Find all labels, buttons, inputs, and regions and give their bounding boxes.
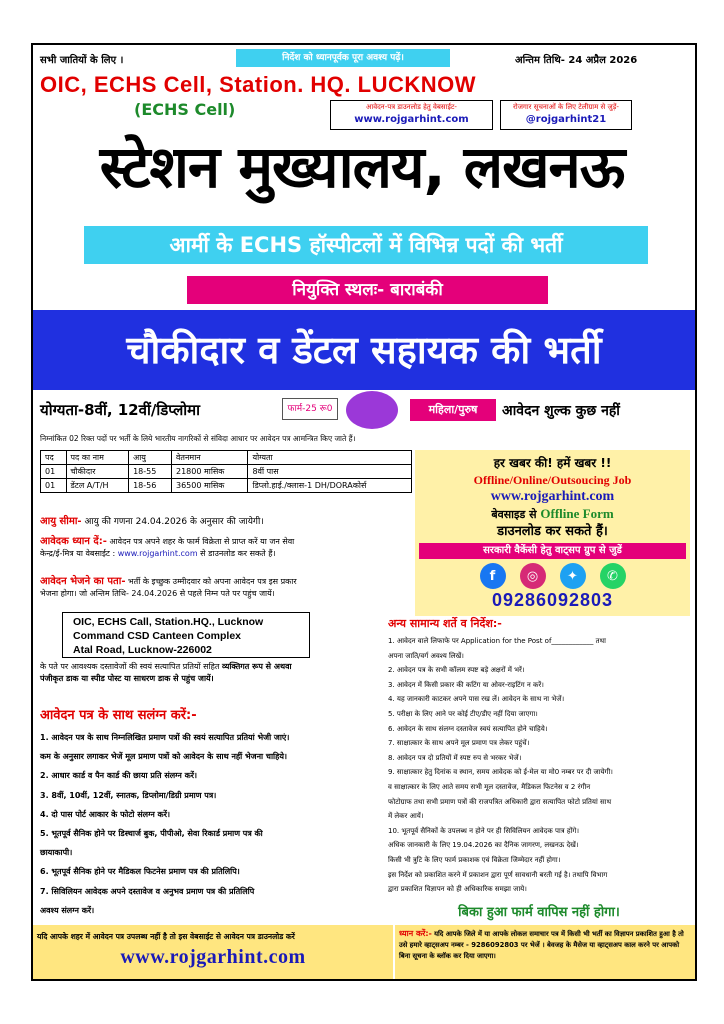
applicant-note-text3: से डाउनलोड कर सकते हैं।	[200, 549, 276, 558]
telegram-box	[500, 100, 632, 130]
list-item: 4. यह जानकारी काटकर अपने पास रख लें। आवेदन के साथ ना भेजें।	[388, 695, 565, 704]
read-notice-banner: निर्देश को ध्यानपूर्वक पूरा अवश्य पढ़ें।	[236, 49, 450, 67]
send-address-after2: पंजीकृत डाक या स्पीड पोस्ट या साधरण डाक से पहुंच जायें।	[40, 674, 214, 683]
list-item: में लेकर आयें।	[388, 812, 424, 821]
list-item: द्वारा प्रकाशित विज्ञापन को ही अधिकारिक समझा जाये।	[388, 885, 527, 894]
applicant-note-text1: आवेदन पत्र अपने शहर के फार्म विक्रेता से प्राप्त करें या जन सेवा	[109, 537, 295, 546]
promo-line4: डाउनलोड कर सकते हैं।	[497, 524, 608, 539]
list-item: इस निर्देश को प्रकाशित करने में प्रकाशन द्वारा पूर्ण सावधानी बरती गई है। तथापि विभाग	[388, 870, 608, 879]
general-terms-title: अन्य सामान्य शर्ते व निर्देश:-	[388, 617, 502, 630]
list-item: 8. आवेदन पत्र दो प्रतियों में स्पष्ट रुप से भरकर भेजें।	[388, 753, 522, 762]
list-item: 6. भूतपूर्व सैनिक होने पर मैडिकल फिटनेस प्रमाण पत्र की प्रतिलिपि।	[40, 867, 240, 877]
twitter-icon[interactable]: ✦	[560, 563, 586, 589]
org-title: OIC, ECHS Cell, Station. HQ. LUCKNOW	[40, 72, 477, 97]
all-castes-label: सभी जातियों के लिए ।	[40, 55, 124, 66]
list-item: 3. 8वीं, 10वीं, 12वीं, स्नातक, डिप्लोमा/डिग्री प्रमाण पत्र।	[40, 790, 217, 800]
table-cell: डिप्लो.हाई./क्लास-1 DH/DORAकोर्स	[248, 479, 412, 493]
promo-line3-prefix: बेवसाइड से	[491, 508, 537, 521]
list-item: अधिक जानकारी के लिए 19.04.2026 का दैनिक जागरण, लखनऊ देखें।	[388, 841, 579, 850]
send-address-text1: भर्ती के इच्छुक उम्मीदवार को अपना आवेदन पत्र इस प्रकार	[128, 577, 297, 586]
table-cell: 18-55	[129, 465, 172, 479]
table-cell: 36500 मासिक	[171, 479, 247, 493]
table-cell: डेंटल A/T/H	[66, 479, 129, 493]
send-address-text2: भेजना होगा। जो अन्तिम तिथि- 24.04.2026 से पहले निम्न पते पर पहुंच जायें।	[40, 589, 275, 598]
promo-line3	[415, 506, 690, 523]
list-item: 5. परीक्षा के लिए आने पर कोई टीए/डीए नहीं दिया जाएगा।	[388, 709, 538, 718]
list-item: अवश्य संलग्न करें।	[40, 905, 95, 915]
list-item: 6. आवेदन के साथ संलग्न दस्तावेज स्वयं सत्यापित होने चाहिये।	[388, 724, 548, 733]
applicant-note-text2: केन्द्र/ई-मित्र या वेबसाईट :	[40, 549, 116, 558]
list-item: 1. आवेदन पत्र के साथ निम्नलिखित प्रमाण पत्रों की स्वयं सत्यापित प्रतियां भेजी जाएं।	[40, 733, 290, 742]
social-icons	[415, 563, 690, 589]
send-address-after-bold: व्यक्तिगत रूप से अथवा	[221, 662, 292, 671]
table-cell: 8वीं पास	[248, 465, 412, 479]
telegram-handle[interactable]: @rojgarhint21	[525, 114, 607, 125]
send-address-label: आवेदन भेजने का पता-	[40, 576, 126, 587]
table-row	[41, 479, 412, 493]
send-address-after1: के पते पर आवश्यक दस्तावेजों की स्वयं सत्यापित प्रतियों सहित	[40, 662, 220, 671]
footer-note-box	[395, 925, 695, 979]
recruitment-title-banner: चौकीदार व डेंटल सहायक की भर्ती	[33, 310, 695, 390]
list-item: 5. भूतपूर्व सैनिक होने पर डिस्चार्ज बुक, पीपीओ, सेवा रिकार्ड प्रमाण पत्र की	[40, 829, 263, 839]
table-header: आयु	[129, 451, 172, 465]
send-address-after	[40, 661, 412, 685]
table-cell: 01	[41, 465, 67, 479]
posting-place-banner: नियुक्ति स्थलः- बाराबंकी	[187, 276, 548, 304]
download-label: आवेदन-पत्र डाउनलोड हेतु वेबसाईट-	[366, 103, 457, 111]
age-limit	[40, 515, 412, 529]
table-cell: चौकीदार	[66, 465, 129, 479]
applicant-note-label: आवेदक ध्यान दें:-	[40, 536, 107, 547]
intro-text: निम्नांकित 02 रिक्त पदों पर भर्ती के लिये भारतीय नागरिकों से संविदा आधार पर आवेदन पत्र आमन्त्रित किए जाते हैं।	[40, 434, 356, 443]
general-terms-list	[388, 634, 690, 897]
address-line: OIC, ECHS Call, Station.HQ., Lucknow	[73, 616, 264, 628]
list-item: 4. दो पास पोर्ट आकार के फोटो संलग्न करें।	[40, 809, 170, 819]
header-website-link[interactable]: www.rojgarhint.com	[354, 114, 469, 125]
promo-website[interactable]: www.rojgarhint.com	[490, 489, 615, 504]
table-cell: 21800 मासिक	[171, 465, 247, 479]
list-item: किसी भी त्रुटि के लिए फार्म प्रकाशक एवं विक्रेता जिम्मेदार नहीं होगा।	[388, 855, 561, 864]
list-item: छायाकापी।	[40, 848, 73, 858]
table-row	[41, 465, 412, 479]
age-limit-text: आयु की गणना 24.04.2026 के अनुसार की जायेगी।	[84, 517, 264, 527]
form-fee-badge: फार्म-25 रू0	[282, 398, 338, 420]
main-title: स्टेशन मुख्यालय, लखनऊ	[99, 133, 625, 201]
table-header: पद	[41, 451, 67, 465]
no-fee-label: आवेदन शुल्क कुछ नहीं	[502, 403, 620, 419]
footer-note-text: यदि आपके जिले में या आपके लोकल समाचार पत्र में किसी भी भर्ती का विज्ञापन प्रकाशित हुआ है तो उसे हमारे व्हाट्सअप नम्बर - 9286092803 पर भेजें । बेवजह के मैसेज या व्हाट्सअप काल करने पर आपको बिना सूचना के ब्लॉक कर दिया जाएगा।	[399, 930, 684, 960]
download-box	[330, 100, 493, 130]
telegram-label: रोजगार सूचनाओं के लिए टेलीग्राम से जुड़ें-	[513, 103, 619, 111]
applicant-note-site[interactable]: www.rojgarhint.com	[117, 549, 198, 558]
list-item: 3. आवेदन में किसी प्रकार की कटिंग या ओवर-राइटिंग न करें।	[388, 680, 544, 689]
footer-note-label: ध्यान करें:-	[399, 929, 432, 938]
purple-circle	[346, 391, 398, 429]
list-item: व साक्षात्कार के लिए आते समय सभी मूल दस्तावेज, मैडिकल फिटनेस व 2 रंगीन	[388, 782, 591, 791]
footer-left-box	[33, 925, 393, 979]
posts-table	[40, 450, 412, 493]
age-limit-label: आयु सीमा-	[40, 516, 82, 527]
table-header: पद का नाम	[66, 451, 129, 465]
phone-number[interactable]: 09286092803	[491, 590, 614, 610]
footer-website-link[interactable]: www.rojgarhint.com	[120, 946, 306, 968]
send-address	[40, 576, 412, 600]
list-item: 10. भूतपूर्व सैनिकों के उपलब्ध न होने पर ही सिविलियन आवेदक पात्र होंगे।	[388, 826, 580, 835]
address-line: Atal Road, Lucknow-226002	[73, 644, 212, 656]
list-item: फोटोग्राफ तथा सभी प्रमाण पत्रों की राजपत्रित अधिकारी द्वारा सत्यापित फोटो प्रतियां साथ	[388, 797, 612, 806]
attachments-title: आवेदन पत्र के साथ सलंग्न करें:-	[40, 708, 197, 723]
subtitle-banner: आर्मी के ECHS हॉस्पीटलों में विभिन्न पदों की भर्ती	[84, 226, 648, 264]
table-cell: 01	[41, 479, 67, 493]
qualification-label: योग्यता-8वीं, 12वीं/डिप्लोमा	[40, 401, 201, 419]
list-item: 7. साक्षात्कार के साथ अपने मूल प्रमाण पत्र लेकर पहुंचें।	[388, 739, 530, 748]
promo-line2: Offline/Online/Outsoucing Job	[473, 473, 632, 487]
list-item: अपना जाति/वर्ग अवश्य लिखें।	[388, 651, 464, 660]
facebook-icon[interactable]: f	[480, 563, 506, 589]
table-header-row	[41, 451, 412, 465]
list-item: कम के अनुसार लगाकर भेजें मूल प्रमाण पत्रों को आवेदन के साथ नहीं भेजना चाहिये।	[40, 752, 288, 762]
table-cell: 18-56	[129, 479, 172, 493]
applicant-note	[40, 536, 412, 560]
last-date: अन्तिम तिथि- 24 अप्रैल 2026	[515, 55, 638, 66]
promo-offline-form: Offline Form	[540, 506, 614, 521]
address-box	[62, 612, 310, 658]
echs-cell-label: (ECHS Cell)	[134, 100, 236, 119]
list-item: 7. सिविलियन आवेदक अपने दस्तावेज व अनुभव प्रमाण पत्र की प्रतिलिपि	[40, 886, 255, 896]
promo-line1: हर खबर की! हमें खबर !!	[493, 456, 612, 470]
list-item: 1. आवेदन वाले लिफाफे पर Application for the Post of____________ तथा	[388, 637, 606, 645]
list-item: 2. आवेदन पत्र के सभी कॉलम स्पष्ट बड़े अक्षरों में भरें।	[388, 666, 525, 675]
list-item: 2. आधार कार्ड व पैन कार्ड की छाया प्रति संलग्न करें।	[40, 771, 198, 781]
gender-badge: महिला/पुरुष	[410, 399, 496, 421]
table-header: योग्यता	[248, 451, 412, 465]
address-line: Command CSD Canteen Complex	[73, 630, 242, 642]
table-header: वेतनमान	[171, 451, 247, 465]
whatsapp-icon[interactable]: ✆	[600, 563, 626, 589]
footer-left-text: यदि आपके शहर में आवेदन पत्र उपलब्ध नहीं है तो इस वेबसाईट से आवेदन पत्र डाउनलोड करें	[37, 932, 295, 941]
attachments-list	[40, 728, 412, 920]
instagram-icon[interactable]: ◎	[520, 563, 546, 589]
sold-form-note: बिका हुआ फार्म वापिस नहीं होगा।	[458, 905, 620, 920]
list-item: 9. साक्षात्कार हेतु दिनांक व स्थान, समय आवेदक को ई-मेल या मो0 नम्बर पर दी जायेगी।	[388, 768, 613, 777]
whatsapp-group-banner[interactable]: सरकारी वैकेंसी हेतु वाट्सप ग्रुप से जुडें	[419, 543, 686, 559]
